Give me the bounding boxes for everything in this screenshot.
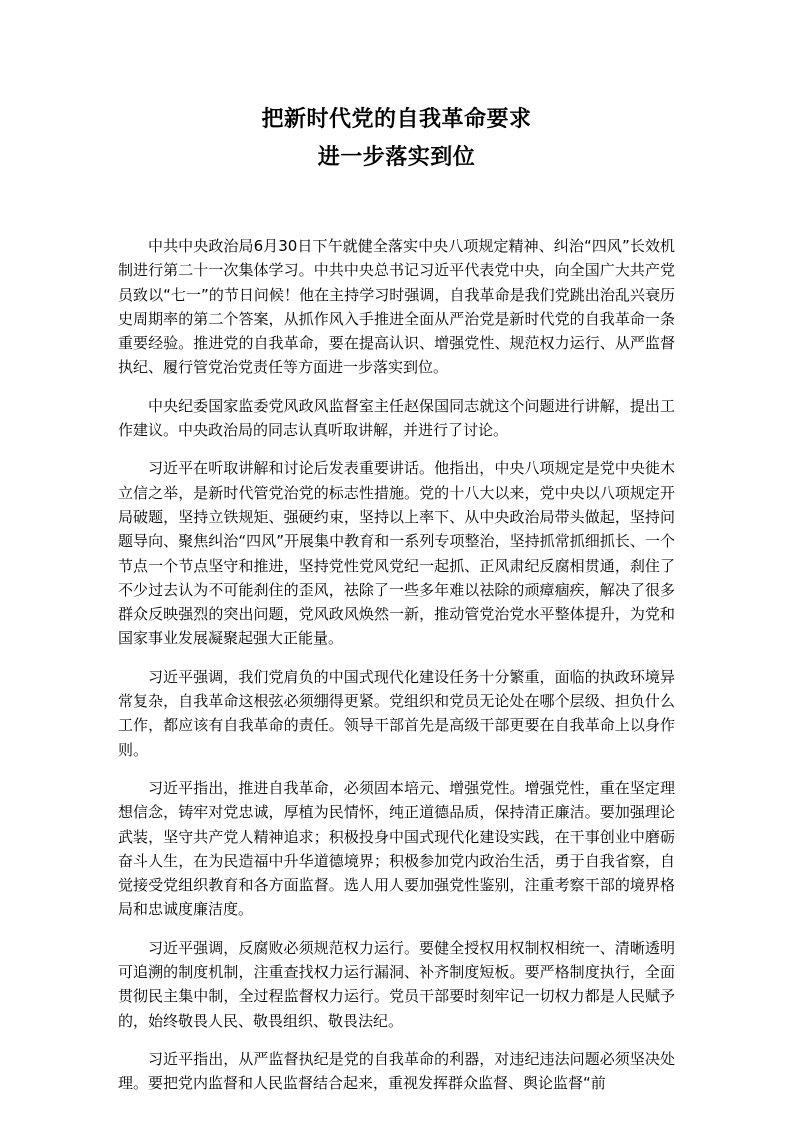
paragraph: 习近平指出，推进自我革命，必须固本培元、增强党性。增强党性，重在坚定理想信念，铸牢对党忠诚，厚植为民情怀，纯正道德品质，保持清正廉洁。要加强理论武装，坚守共产党人精神追求；积极投身中国式现代化建设实践，在干事创业中磨砺奋斗人生，在为民造福中升华道德境界；积极参加党内政治生活，勇于自我省察，自觉接受党组织教育和各方面监督。选人用人要加强党性鉴别，注重考察干部的境界格局和忠诚度廉洁度。 — [118, 778, 675, 919]
paragraph: 习近平在听取讲解和讨论后发表重要讲话。他指出，中央八项规定是党中央徙木立信之举，是新时代管党治党的标志性措施。党的十八大以来，党中央以八项规定开局破题，坚持立铁规矩、强硬约束，坚持以上率下、从中央政治局带头做起，坚持问题导向、聚焦纠治“四风”开展集中教育和一系列专项整治，坚持抓常抓细抓长、一个节点一个节点坚守和推进，坚持党性党风党纪一起抓、正风肃纪反腐相贯通，刹住了不少过去认为不可能刹住的歪风，祛除了一些多年难以祛除的顽瘴痼疾，解决了很多群众反映强烈的突出问题，党风政风焕然一新，推动管党治党水平整体提升，为党和国家事业发展凝聚起强大正能量。 — [118, 459, 675, 648]
title-line-1: 把新时代党的自我革命要求 — [261, 106, 532, 132]
paragraph: 中共中央政治局6月30日下午就健全落实中央八项规定精神、纠治“四风”长效机制进行第二十一次集体学习。中共中央总书记习近平代表党中央，向全国广大共产党员致以“七一”的节日问候！他在主持学习时强调，自我革命是我们党跳出治乱兴衰历史周期率的第二个答案，从抓作风入手推进全面从严治党是新时代党的自我革命一条重要经验。推进党的自我革命，要在提高认识、增强党性、规范权力运行、从严监督执纪、履行管党治党责任等方面进一步落实到位。 — [118, 237, 675, 377]
document-title — [0, 100, 793, 176]
article-body — [118, 234, 675, 1110]
paragraph: 习近平强调，反腐败必须规范权力运行。要健全授权用权制权相统一、清晰透明可追溯的制度机制，注重查找权力运行漏洞、补齐制度短板。要严格制度执行，全面贯彻民主集中制，全过程监督权力运行。党员干部要时刻牢记一切权力都是人民赋予的，始终敬畏人民、敬畏组织、敬畏法纪。 — [118, 938, 675, 1030]
title-line-2: 进一步落实到位 — [317, 144, 476, 170]
paragraph: 中央纪委国家监委党风政风监督室主任赵保国同志就这个问题进行讲解，提出工作建议。中央政治局的同志认真听取讲解，并进行了讨论。 — [118, 396, 675, 440]
paragraph: 习近平指出，从严监督执纪是党的自我革命的利器，对违纪违法问题必须坚决处理。要把党内监督和人民监督结合起来，重视发挥群众监督、舆论监督“前 — [118, 1049, 675, 1093]
paragraph: 习近平强调，我们党肩负的中国式现代化建设任务十分繁重，面临的执政环境异常复杂，自我革命这根弦必须绷得更紧。党组织和党员无论处在哪个层级、担负什么工作，都应该有自我革命的责任。领导干部首先是高级干部更要在自我革命上以身作则。 — [118, 667, 675, 759]
